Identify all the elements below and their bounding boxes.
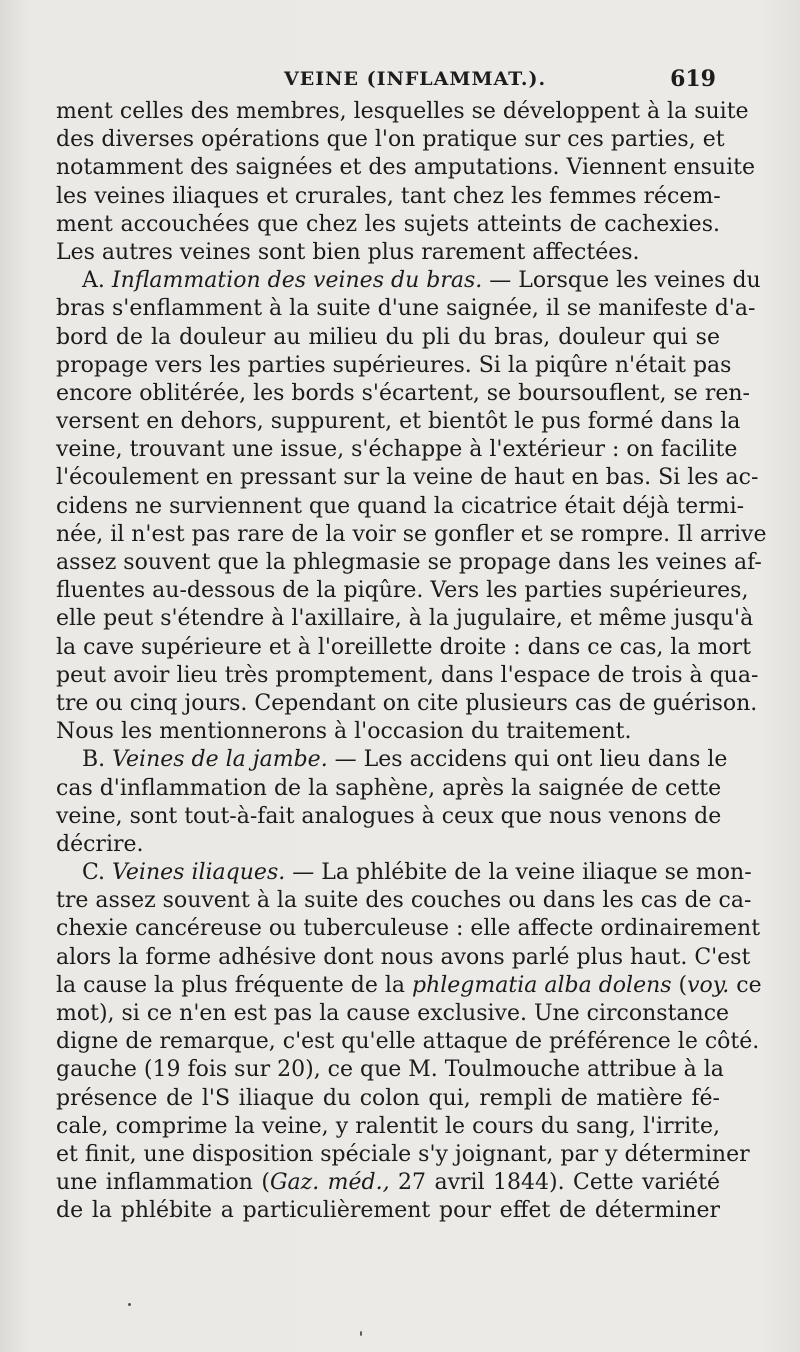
text-line: l'écoulement en pressant sur la veine de haut en bas. Si les ac-: [56, 465, 759, 491]
section-title: Inflammation des veines du bras.: [111, 268, 483, 294]
text-run: la cause la plus fréquente de la: [56, 972, 412, 998]
italic-term: phlegmatia alba dolens: [412, 972, 672, 998]
text-line: veine, sont tout-à-fait analogues à ceux que nous venons de: [56, 803, 722, 829]
ink-speck: [128, 1303, 131, 1306]
section-title: Veines iliaques.: [112, 860, 286, 886]
text-line: peut avoir lieu très promptement, dans l'espace de trois à qua-: [56, 662, 759, 688]
text-line: bras s'enflamment à la suite d'une saignée, il se manifeste d'a-: [56, 296, 756, 322]
text-line: et finit, une disposition spéciale s'y joignant, par y déterminer: [56, 1141, 750, 1167]
section-letter: A.: [82, 268, 112, 294]
text-line: digne de remarque, c'est qu'elle attaque de préférence le côté.: [56, 1029, 760, 1055]
text-line: propage vers les parties supérieures. Si la piqûre n'était pas: [56, 352, 732, 378]
page-header: [56, 62, 720, 96]
text-line: mot), si ce n'en est pas la cause exclusive. Une circonstance: [56, 1001, 730, 1026]
text-line: de la phlébite a particulièrement pour effet de déterminer: [56, 1198, 720, 1224]
text-line: [56, 1169, 720, 1197]
text-line: décrire.: [56, 831, 144, 857]
section-letter: C.: [82, 860, 113, 886]
text-line: elle peut s'étendre à l'axillaire, à la jugulaire, et même jusqu'à: [56, 606, 754, 632]
ink-speck: [360, 1331, 362, 1336]
italic-citation: Gaz. méd.,: [269, 1170, 390, 1196]
text-line: alors la forme adhésive dont nous avons parlé plus haut. C'est: [56, 944, 751, 970]
section-title: Veines de la jambe.: [112, 747, 328, 773]
text-line: gauche (19 fois sur 20), ce que M. Toulmouche attribue à la: [56, 1057, 724, 1083]
text-line: notamment des saignées et des amputations. Viennent ensuite: [56, 155, 755, 181]
text-line: tre assez souvent à la suite des couches ou dans les cas de ca-: [56, 888, 752, 914]
text-line: cale, comprime la veine, y ralentit le cours du sang, l'irrite,: [56, 1113, 720, 1139]
text-line: tre ou cinq jours. Cependant on cite plusieurs cas de guérison.: [56, 690, 758, 716]
text-line: des diverses opérations que l'on pratique sur ces parties, et: [56, 127, 725, 153]
text-line: cidens ne surviennent que quand la cicatrice était déjà termi-: [56, 493, 745, 519]
text-line: présence de l'S iliaque du colon qui, rempli de matière fé-: [56, 1085, 720, 1111]
body-text: [56, 98, 767, 1226]
section-b-heading-line: [56, 746, 728, 774]
section-letter: B.: [82, 747, 113, 773]
section-c-heading-line: [56, 859, 752, 887]
text-run: (: [671, 972, 688, 998]
text-run: 27 avril 1844). Cette variété: [389, 1170, 720, 1196]
running-head: VEINE (INFLAMMAT.).: [284, 68, 547, 90]
text-line: chexie cancéreuse ou tuberculeuse : elle affecte ordinairement: [56, 916, 761, 942]
text-line: la cave supérieure et à l'oreillette droite : dans ce cas, la mort: [56, 634, 751, 660]
text-line: Les autres veines sont bien plus rarement affectées.: [56, 239, 640, 265]
text-line: bord de la douleur au milieu du pli du bras, douleur qui se: [56, 324, 720, 350]
text-line: cas d'inflammation de la saphène, après la saignée de cette: [56, 775, 722, 801]
text-line: Nous les mentionnerons à l'occasion du traitement.: [56, 719, 632, 745]
text-run: — Lorsque les veines du: [482, 268, 761, 294]
text-line: ment accouchées que chez les sujets atteints de cachexies.: [56, 211, 720, 237]
text-line: assez souvent que la phlegmasie se propage dans les veines af-: [56, 550, 762, 575]
text-line: ment celles des membres, lesquelles se développent à la suite: [56, 99, 749, 124]
page-number: 619: [670, 66, 716, 92]
text-line: les veines iliaques et crurales, tant chez les femmes récem-: [56, 183, 721, 209]
italic-abbrev: voy.: [687, 972, 730, 998]
text-line: fluentes au-dessous de la piqûre. Vers les parties supérieures,: [56, 578, 749, 604]
text-run: — La phlébite de la veine iliaque se mon-: [285, 860, 752, 886]
section-a-heading-line: [56, 267, 761, 295]
text-run: ce: [729, 972, 762, 998]
text-line: encore oblitérée, les bords s'écartent, se boursouflent, se ren-: [56, 380, 750, 406]
text-line: versent en dehors, suppurent, et bientôt le pus formé dans la: [56, 409, 741, 435]
text-line: [56, 972, 762, 1000]
text-line: née, il n'est pas rare de la voir se gonfler et se rompre. Il arrive: [56, 521, 767, 547]
text-line: veine, trouvant une issue, s'échappe à l'extérieur : on facilite: [56, 437, 738, 463]
text-run: — Les accidens qui ont lieu dans le: [327, 747, 728, 773]
text-run: une inflammation (: [56, 1170, 270, 1196]
